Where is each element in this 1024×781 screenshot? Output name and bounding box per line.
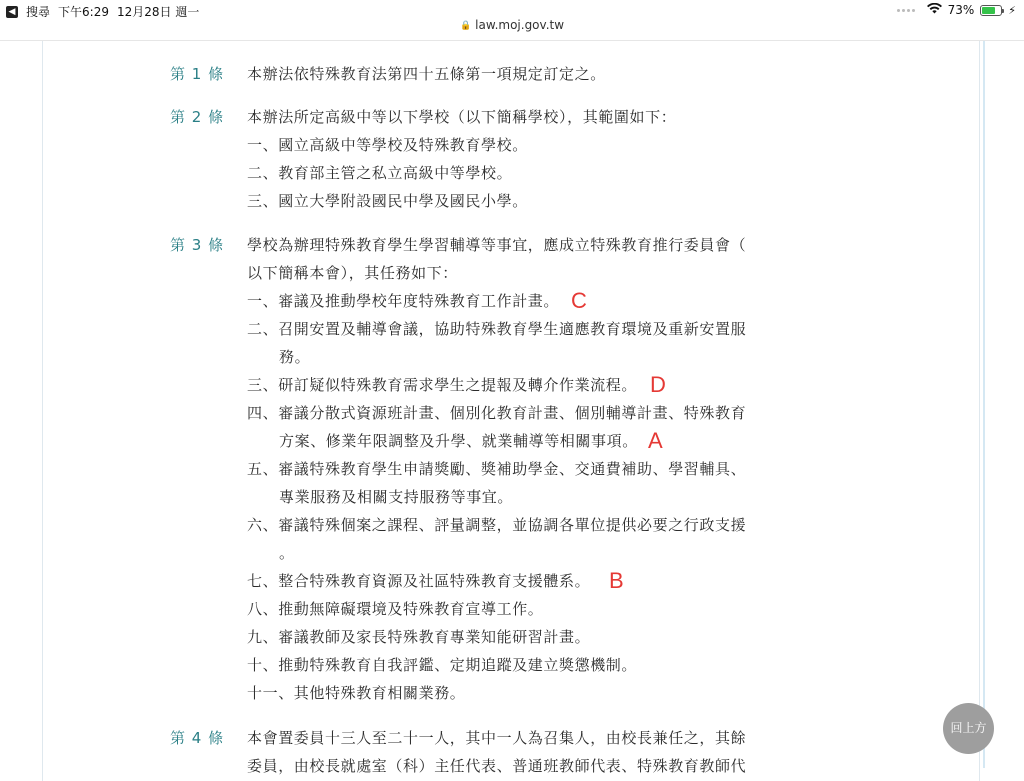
list-item: 十一、其他特殊教育相關業務。 [247, 684, 466, 702]
list-item: 三、國立大學附設國民中學及國民小學。 [247, 192, 528, 210]
url-text: law.moj.gov.tw [475, 18, 565, 32]
handwritten-mark-c: C [571, 288, 587, 313]
list-item: 五、審議特殊教育學生申請獎勵、獎補助學金、交通費補助、學習輔具、 專業服務及相關支持服務等事宜。 [247, 460, 747, 506]
article-number[interactable]: 第 3 條 [170, 236, 225, 254]
handwritten-mark-a: A [648, 428, 663, 453]
article-text: 委員，由校長就處室（科）主任代表、普通班教師代表、特殊教育教師代 [247, 757, 747, 775]
list-item: 七、整合特殊教育資源及社區特殊教育支援體系。 B [247, 568, 624, 593]
article-text: 本會置委員十三人至二十一人，其中一人為召集人，由校長兼任之，其餘 [247, 729, 747, 747]
back-to-search[interactable]: 搜尋 [26, 5, 51, 19]
list-item: 一、審議及推動學校年度特殊教育工作計畫。 C [247, 288, 587, 313]
article-text: 以下簡稱本會），其任務如下： [247, 264, 458, 282]
lock-icon: 🔒 [459, 21, 472, 31]
article-number[interactable]: 第 4 條 [170, 729, 225, 747]
address-bar[interactable] [0, 18, 1024, 40]
list-item: 一、國立高級中等學校及特殊教育學校。 [247, 136, 528, 154]
article-number[interactable]: 第 1 條 [170, 65, 225, 83]
list-item: 六、審議特殊個案之課程、評量調整，並協調各單位提供必要之行政支援 。 [247, 516, 747, 562]
scroll-edge [983, 41, 985, 768]
battery-percent: 73% [947, 3, 975, 17]
list-item: 二、召開安置及輔導會議，協助特殊教育學生適應教育環境及重新安置服 務。 [247, 320, 747, 366]
list-item: 四、審議分散式資源班計畫、個別化教育計畫、個別輔導計畫、特殊教育 方案、修業年限調整及升學、就業輔導等相關事項。 A [247, 404, 747, 453]
charging-icon: ⚡ [1008, 3, 1016, 17]
handwritten-mark-d: D [650, 372, 666, 397]
back-to-top-button[interactable]: 回上方 [943, 703, 994, 754]
list-item: 十、推動特殊教育自我評鑑、定期追蹤及建立獎懲機制。 [247, 656, 638, 674]
list-item: 九、審議教師及家長特殊教育專業知能研習計畫。 [247, 628, 591, 646]
battery-icon [980, 5, 1002, 16]
list-item: 八、推動無障礙環境及特殊教育宣導工作。 [247, 600, 544, 618]
article-text: 學校為辦理特殊教育學生學習輔導等事宜，應成立特殊教育推行委員會（ [247, 236, 747, 254]
back-arrow-icon[interactable]: ◀ [6, 6, 18, 18]
article-number[interactable]: 第 2 條 [170, 108, 225, 126]
list-item: 二、教育部主管之私立高級中等學校。 [247, 164, 513, 182]
handwritten-mark-b: B [609, 568, 624, 593]
status-time: 下午6:29 [58, 5, 109, 19]
article-text: 本辦法所定高級中等以下學校（以下簡稱學校），其範圍如下： [247, 108, 677, 126]
signal-dots-icon [897, 9, 915, 12]
article-text: 本辦法依特殊教育法第四十五條第一項規定訂定之。 [247, 65, 606, 83]
wifi-icon [927, 3, 942, 17]
list-item: 三、研訂疑似特殊教育需求學生之提報及轉介作業流程。 D [247, 372, 666, 397]
status-date: 12月28日 週一 [116, 5, 200, 19]
